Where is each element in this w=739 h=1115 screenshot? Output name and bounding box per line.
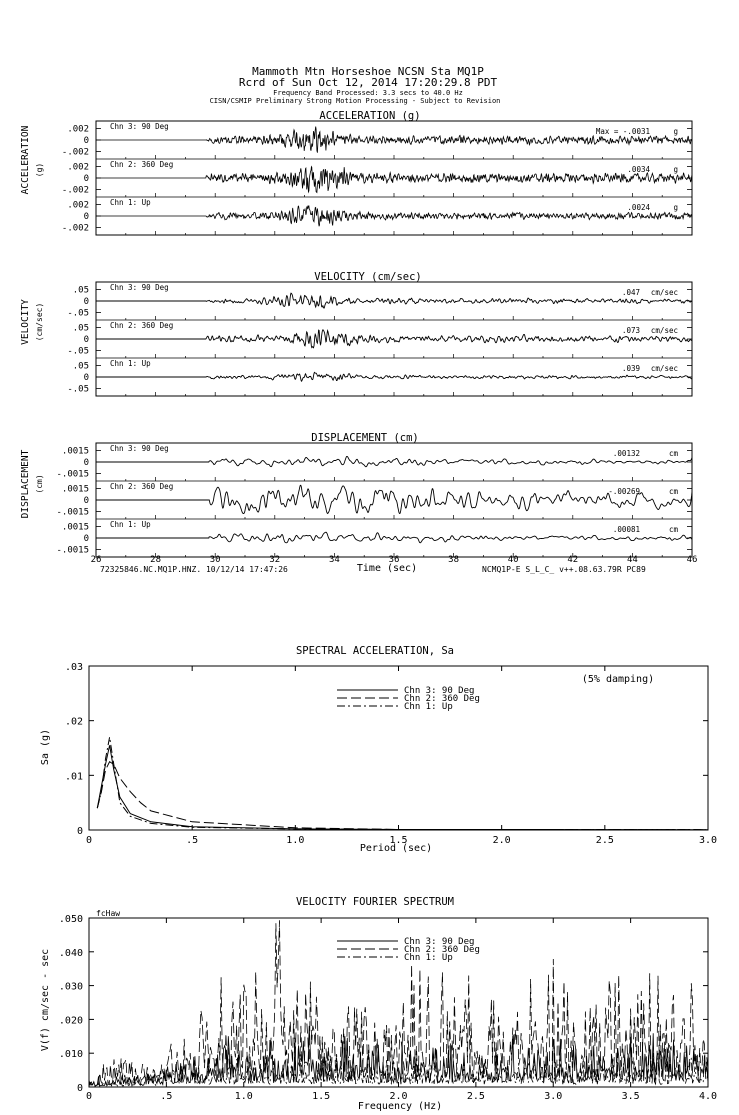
velocity-ytick-label: .05 [72, 361, 89, 372]
sa-title: SPECTRAL ACCELERATION, Sa [295, 645, 455, 657]
velocity-title: VELOCITY (cm/sec) [314, 271, 422, 283]
velocity-channel-label: Chn 2: 360 Deg [110, 321, 174, 330]
displacement-ytick-label: -.0015 [56, 545, 89, 556]
sa-frame [89, 666, 708, 830]
sa-ytick-label: .02 [64, 716, 83, 728]
time-xtick-label: 36 [388, 555, 400, 565]
displacement-channel-label: Chn 3: 90 Deg [110, 444, 169, 453]
vfs-legend-label: Chn 1: Up [404, 953, 453, 963]
displacement-waveform [96, 532, 692, 543]
displacement-channel-label: Chn 2: 360 Deg [110, 482, 174, 491]
sa-xtick-label: 3.0 [698, 835, 718, 846]
sa-ytick-label: .03 [64, 662, 83, 673]
vfs-ytick-label: .010 [58, 1049, 83, 1061]
vfs-xtick-label: 2.0 [389, 1091, 408, 1102]
vfs-corner-label: fcHaw [96, 909, 121, 918]
time-xtick-label: 28 [150, 555, 162, 565]
vfs-xtick-label: 3.0 [544, 1091, 563, 1102]
displacement-peak-value: -.00269 [608, 487, 640, 496]
displacement-channel-label: Chn 1: Up [110, 520, 151, 529]
velocity-peak-value: .047 [621, 288, 640, 297]
sa-series-line [97, 737, 708, 830]
header-line2: Rcrd of Sun Oct 12, 2014 17:20:29.8 PDT [238, 76, 498, 89]
accel-ytick-label: .002 [67, 124, 89, 135]
velocity-ytick-label: .05 [72, 285, 89, 296]
vfs-title: VELOCITY FOURIER SPECTRUM [295, 896, 455, 908]
accel-ytick-label: -.002 [61, 147, 89, 158]
sa-xtick-label: 2.0 [492, 835, 511, 846]
time-xtick-label: 26 [90, 555, 102, 565]
accel-peak-unit: g [673, 165, 678, 174]
vfs-ytick-label: .020 [58, 1015, 83, 1027]
displacement-ytick-label: 0 [83, 458, 89, 468]
accel-ytick-label: .002 [67, 162, 89, 173]
vfs-xtick-label: 0 [85, 1091, 93, 1102]
vfs-xtick-label: 3.5 [621, 1091, 640, 1102]
time-series-panels [56, 121, 697, 565]
vfs-series-line [89, 920, 708, 1085]
velocity-channel-label: Chn 3: 90 Deg [110, 283, 169, 292]
time-xtick-label: 46 [686, 555, 698, 565]
accel-ytick-label: 0 [83, 174, 89, 184]
vfs-ytick-label: .050 [58, 914, 83, 925]
velocity-ytick-label: -.05 [67, 384, 89, 395]
displacement-peak-unit: cm [668, 487, 678, 496]
time-xtick-label: 32 [269, 555, 281, 565]
footer-left: 72325846.NC.MQ1P.HNZ. 10/12/14 17:47:26 [100, 565, 288, 574]
vfs-xtick-label: 2.5 [466, 1091, 485, 1102]
footer-right: NCMQ1P-E S_L_C_ v++.08.63.79R PC89 [482, 565, 646, 574]
vfs-xlabel: Frequency (Hz) [357, 1101, 443, 1112]
sa-legend-label: Chn 1: Up [404, 702, 453, 712]
velocity-yunit: (cm/sec) [35, 302, 44, 342]
accel-peak-value: .0024 [627, 203, 650, 212]
vfs-legend-label: Chn 3: 90 Deg [404, 937, 475, 947]
displacement-title: DISPLACEMENT (cm) [311, 432, 419, 444]
accel-channel-label: Chn 2: 360 Deg [110, 160, 174, 169]
displacement-ytick-label: .0015 [61, 522, 89, 533]
time-xtick-label: 34 [328, 555, 340, 565]
sa-xtick-label: 2.5 [595, 835, 614, 846]
displacement-ylabel: DISPLACEMENT [20, 449, 31, 519]
sa-series-line [97, 745, 708, 829]
displacement-waveform [96, 485, 692, 513]
accel-channel-label: Chn 3: 90 Deg [110, 122, 169, 131]
time-xtick-label: 38 [448, 555, 460, 565]
time-xlabel: Time (sec) [356, 563, 418, 574]
displacement-ytick-label: .0015 [61, 446, 89, 457]
vfs-ylabel: V(f) cm/sec - sec [40, 948, 51, 1052]
accel-peak-unit: g [673, 203, 678, 212]
vfs-plot [59, 914, 717, 1102]
sa-damping-note: (5% damping) [581, 674, 655, 685]
displacement-peak-unit: cm [668, 449, 678, 458]
vfs-legend-label: Chn 2: 360 Deg [404, 945, 480, 955]
time-xtick-label: 30 [209, 555, 221, 565]
accel-waveform [96, 206, 692, 226]
header-line3: Frequency Band Processed: 3.3 secs to 40.0 Hz [273, 89, 463, 97]
sa-legend-label: Chn 3: 90 Deg [404, 686, 475, 696]
sa-xtick-label: 0 [85, 835, 93, 846]
vfs-xtick-label: .5 [160, 1091, 173, 1102]
velocity-ytick-label: -.05 [67, 346, 89, 357]
sa-xlabel: Period (sec) [359, 843, 433, 854]
vfs-xtick-label: 4.0 [698, 1091, 718, 1102]
sa-plot [65, 662, 717, 846]
accel-peak-value: .0034 [627, 165, 650, 174]
accel-waveform [96, 167, 692, 193]
displacement-peak-value: .00081 [612, 525, 640, 534]
sa-series-line [97, 762, 708, 830]
header-line4: CISN/CSMIP Preliminary Strong Motion Processing - Subject to Revision [209, 97, 501, 105]
accel-ylabel: ACCELERATION [20, 125, 31, 195]
sa-ytick-label: 0 [76, 826, 83, 837]
sa-legend-label: Chn 2: 360 Deg [404, 694, 480, 704]
velocity-channel-label: Chn 1: Up [110, 359, 151, 368]
vfs-ytick-label: .040 [58, 947, 83, 959]
accel-ytick-label: -.002 [61, 223, 89, 234]
time-xtick-label: 42 [567, 555, 579, 565]
velocity-peak-unit: cm/sec [650, 288, 678, 297]
velocity-peak-value: .039 [621, 364, 640, 373]
sa-xtick-label: 1.0 [286, 835, 305, 846]
accel-title: ACCELERATION (g) [319, 110, 421, 122]
velocity-waveform [96, 330, 692, 348]
sa-xtick-label: .5 [186, 835, 199, 846]
vfs-xtick-label: 1.0 [234, 1091, 253, 1102]
displacement-ytick-label: 0 [83, 496, 89, 506]
accel-ytick-label: 0 [83, 212, 89, 222]
accel-yunit: (g) [35, 162, 44, 178]
velocity-ytick-label: .05 [72, 323, 89, 334]
displacement-ytick-label: -.0015 [56, 507, 89, 518]
accel-ytick-label: .002 [67, 200, 89, 211]
sa-ylabel: Sa (g) [40, 728, 51, 766]
time-xtick-label: 44 [626, 555, 638, 565]
displacement-waveform [96, 457, 692, 467]
vfs-ytick-label: .030 [58, 981, 83, 993]
displacement-peak-value: .00132 [612, 449, 640, 458]
velocity-ytick-label: 0 [83, 297, 89, 307]
time-xtick-label: 40 [507, 555, 519, 565]
velocity-ytick-label: -.05 [67, 308, 89, 319]
accel-peak-value: Max = -.0031 [595, 127, 650, 136]
accel-ytick-label: 0 [83, 136, 89, 146]
sa-xtick-label: 1.5 [389, 835, 408, 846]
accel-ytick-label: -.002 [61, 185, 89, 196]
accel-channel-label: Chn 1: Up [110, 198, 151, 207]
displacement-peak-unit: cm [668, 525, 678, 534]
velocity-ytick-label: 0 [83, 335, 89, 345]
displacement-ytick-label: .0015 [61, 484, 89, 495]
sa-ytick-label: .01 [64, 771, 83, 783]
velocity-peak-unit: cm/sec [650, 326, 678, 335]
header-line1: Mammoth Mtn Horseshoe NCSN Sta MQ1P [252, 65, 484, 78]
velocity-peak-unit: cm/sec [650, 364, 678, 373]
displacement-ytick-label: -.0015 [56, 469, 89, 480]
displacement-ytick-label: 0 [83, 534, 89, 544]
velocity-waveform [96, 293, 692, 308]
displacement-yunit: (cm) [35, 474, 44, 494]
velocity-waveform [96, 372, 692, 381]
velocity-peak-value: .073 [621, 326, 640, 335]
vfs-xtick-label: 1.5 [312, 1091, 331, 1102]
velocity-ytick-label: 0 [83, 373, 89, 383]
accel-peak-unit: g [673, 127, 678, 136]
vfs-ytick-label: 0 [76, 1083, 83, 1094]
velocity-ylabel: VELOCITY [20, 299, 31, 345]
